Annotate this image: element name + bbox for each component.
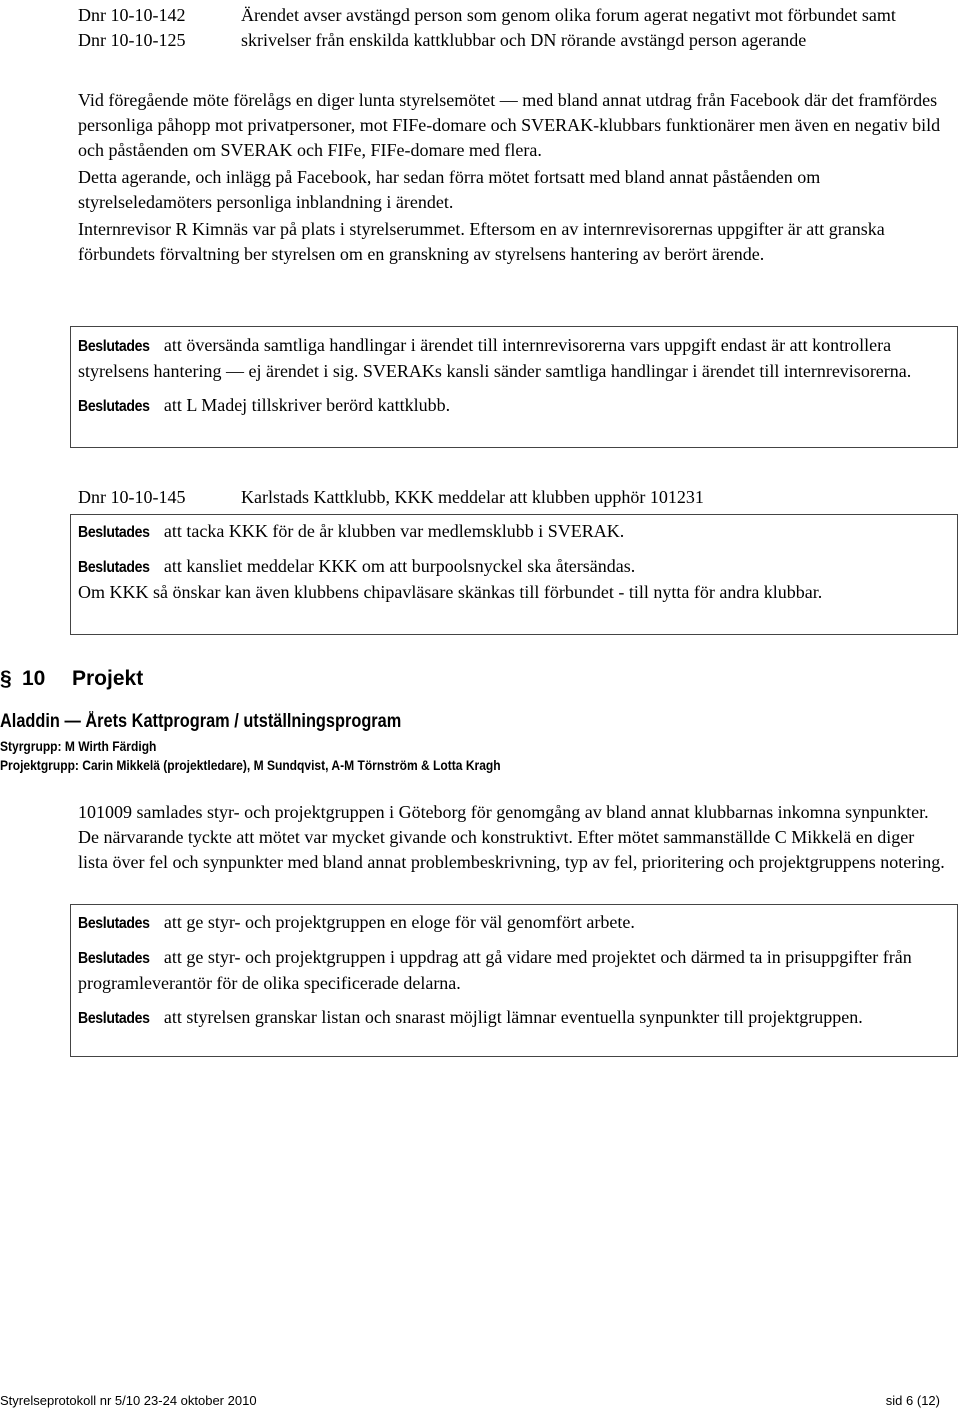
paragraph: Internrevisor R Kimnäs var på plats i styrelserummet. Eftersom en av internrevisorernas uppgifter är att granska förbundets förvaltning ber styrelsen om en granskning av styrelsens hantering av berört ärende. (78, 219, 885, 264)
footer-page-number: sid 6 (12) (885, 1393, 940, 1408)
steering-group: Styrgrupp: M Wirth Färdigh (0, 738, 157, 754)
project-subtitle: Aladdin — Årets Kattprogram / utställningsprogram (0, 711, 402, 732)
decision-text: att L Madej tillskriver berörd kattklubb. (163, 395, 451, 415)
case-number: Dnr 10-10-125 (78, 30, 186, 50)
project-group: Projektgrupp: Carin Mikkelä (projektledare), M Sundqvist, A-M Törnström & Lotta Kragh (0, 757, 501, 773)
section-title: Projekt (72, 667, 144, 690)
decision-text: att styrelsen granskar listan och snarast möjligt lämnar eventuella synpunkter till projektgruppen. (163, 1007, 863, 1027)
case-number: Dnr 10-10-145 (78, 487, 186, 507)
case-subject: Ärendet avser avstängd person som genom olika forum agerat negativt mot förbundet samt skrivelser från enskilda kattklubbar och DN rörande avstängd person agerande (241, 5, 896, 50)
decision-label: Beslutades (78, 559, 150, 576)
case-number: Dnr 10-10-142 (78, 5, 186, 25)
case-1-decisions (78, 333, 948, 421)
page-footer (0, 1393, 940, 1409)
section-number: 10 (22, 667, 46, 690)
decision (78, 333, 948, 384)
decision-label: Beslutades (78, 950, 150, 967)
footer-document-title: Styrelseprotokoll nr 5/10 23-24 oktober 2010 (0, 1393, 257, 1408)
decision-text: att översända samtliga handlingar i ärendet till internrevisorerna vars uppgift endast är att kontrollera styrelsens hantering — ej ärendet i sig. SVERAKs kansli sänder samtliga handlingar i ärendet till internrevisorerna. (78, 335, 912, 381)
decision-label: Beslutades (78, 398, 150, 415)
decision-label: Beslutades (78, 338, 150, 355)
note: Om KKK så önskar kan även klubbens chipavläsare skänkas till förbundet - till nytta för andra klubbar. (78, 582, 823, 602)
decision-text: att kansliet meddelar KKK om att burpoolsnyckel ska återsändas. (163, 556, 636, 576)
paragraph: Detta agerande, och inlägg på Facebook, har sedan förra mötet fortsatt med bland annat påståenden om styrelseledamöters personliga inblandning i ärendet. (78, 167, 821, 212)
decision (78, 554, 948, 580)
case-1-body (78, 88, 948, 269)
section-sign: § (0, 667, 12, 690)
section-paragraph: 101009 samlades styr- och projektgruppen i Göteborg för genomgång av bland annat klubbarnas inkomna synpunkter. De närvarande tyckte att mötet var mycket givande och konstruktivt. Efter mötet sammanställde C Mikkelä en diger lista över fel och synpunkter med bland annat problembeskrivning, typ av fel, prioritering och projektgruppens notering. (78, 802, 945, 872)
case-subject: Karlstads Kattklubb, KKK meddelar att klubben upphör 101231 (241, 487, 704, 507)
decision-label: Beslutades (78, 915, 150, 932)
decision (78, 393, 948, 419)
decision-text: att ge styr- och projektgruppen en eloge för väl genomfört arbete. (163, 912, 635, 932)
paragraph: Vid föregående möte förelågs en diger lunta styrelsemötet — med bland annat utdrag från Facebook där det framfördes personliga påhopp mot privatpersoner, mot FIFe-domare och SVERAK-klubbars funktionärer men även en negativ bild och påståenden om SVERAK och FIFe, FIFe-domare med flera. (78, 90, 941, 160)
decision-text: att ge styr- och projektgruppen i uppdrag att gå vidare med projektet och därmed ta in prisuppgifter från programleverantör för de olika specificerade delarna. (78, 947, 912, 993)
case-2-decisions (78, 519, 948, 607)
section-heading (0, 665, 143, 693)
decision (78, 519, 948, 545)
case-numbers (78, 3, 238, 53)
decision-text: att tacka KKK för de år klubben var medlemsklubb i SVERAK. (163, 521, 625, 541)
decision-label: Beslutades (78, 1010, 150, 1027)
section-decisions (78, 910, 948, 1033)
decision-label: Beslutades (78, 524, 150, 541)
decision (78, 1005, 948, 1031)
decision (78, 910, 948, 936)
decision (78, 945, 948, 996)
